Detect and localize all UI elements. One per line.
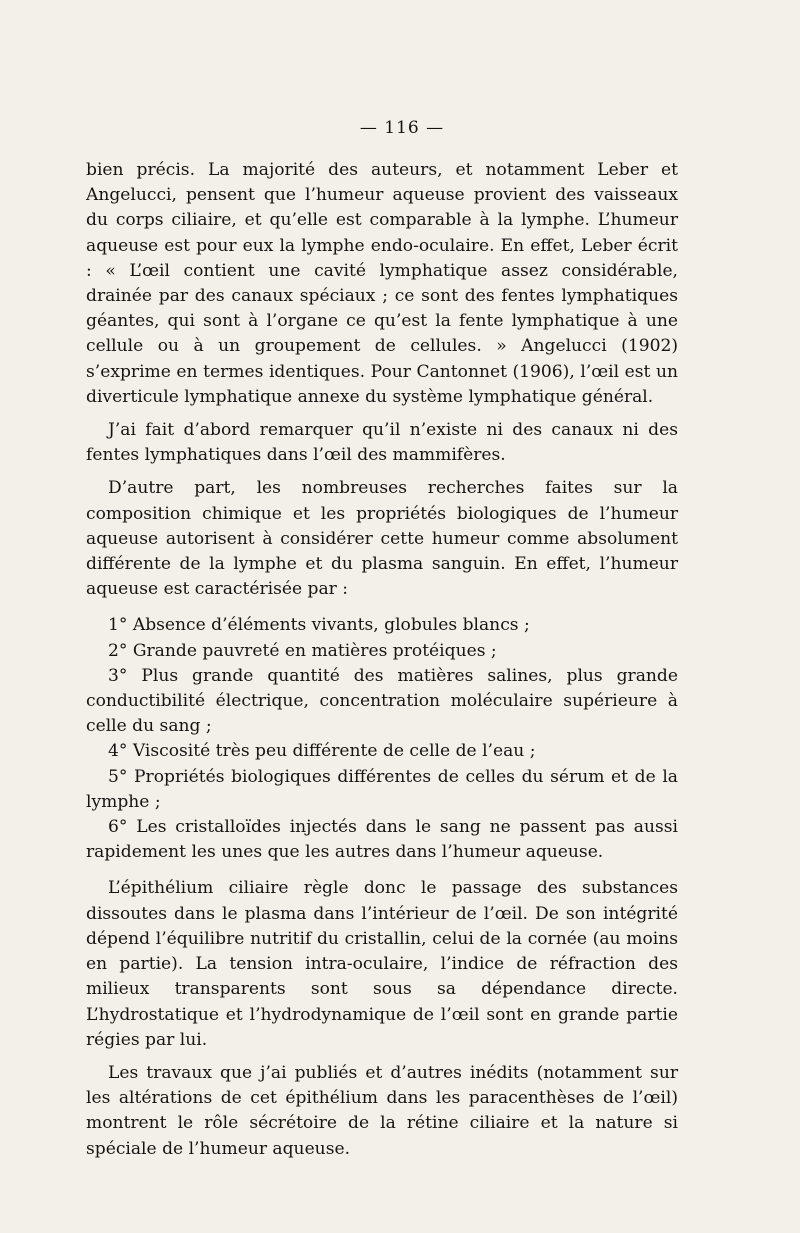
paragraph-4: L’épithélium ciliaire règle donc le passage des substances dissoutes dans le plasma dans l’intérieur de l’œil. De son intégrité dépend l’équilibre nutritif du cristallin, celui de la cornée (au moins en partie). La tension intra-oculaire, l’indice de réfraction des milieux transparents sont sous sa dépendance directe. L’hydrostatique et l’hydrodynamique de l’œil sont en grande partie régies par lui. [86,878,678,1050]
page-body [86,118,678,1162]
paragraph-2: J’ai fait d’abord remarquer qu’il n’existe ni des canaux ni des fentes lymphatiques dans l’œil des mammifères. [86,420,678,466]
paragraph-3: D’autre part, les nombreuses recherches faites sur la composition chimique et les propriétés biologiques de l’humeur aqueuse autorisent à considérer cette humeur comme absolument différente de la lymphe et du plasma sanguin. En effet, l’humeur aqueuse est caractérisée par : [86,478,678,600]
list-item: 5° Propriétés biologiques différentes de celles du sérum et de la lymphe ; [86,766,678,812]
list-item: 2° Grande pauvreté en matières protéiques ; [108,640,497,661]
paragraph-1: bien précis. La majorité des auteurs, et notamment Leber et Angelucci, pensent que l’humeur aqueuse provient des vaisseaux du corps ciliaire, et qu’elle est comparable à la lymphe. L’humeur aqueuse est pour eux la lymphe endo-oculaire. En effet, Leber écrit : « L’œil contient une cavité lymphatique assez considérable, drainée par des canaux spéciaux ; ce sont des fentes lymphatiques géantes, qui sont à l’organe ce qu’est la fente lymphatique à une cellule ou à un groupement de cellules. » Angelucci (1902) s’exprime en termes identiques. Pour Cantonnet (1906), l’œil est un diverticule lymphatique annexe du système lymphatique général. [86,160,678,407]
paragraph-5: Les travaux que j’ai publiés et d’autres inédits (notamment sur les altérations de cet épithélium dans les paracenthèses de l’œil) montrent le rôle sécrétoire de la rétine ciliaire et la nature si spéciale de l’humeur aqueuse. [86,1062,678,1159]
property-list [86,613,678,865]
list-item: 1° Absence d’éléments vivants, globules blancs ; [108,615,530,636]
page-number: — 116 — [359,118,445,138]
list-item: 3° Plus grande quantité des matières salines, plus grande conductibilité électrique, concentration moléculaire supérieure à celle du sang ; [86,665,678,737]
list-item: 4° Viscosité très peu différente de celle de l’eau ; [108,741,536,762]
list-item: 6° Les cristalloïdes injectés dans le sang ne passent pas aussi rapidement les unes que les autres dans l’humeur aqueuse. [86,817,678,863]
